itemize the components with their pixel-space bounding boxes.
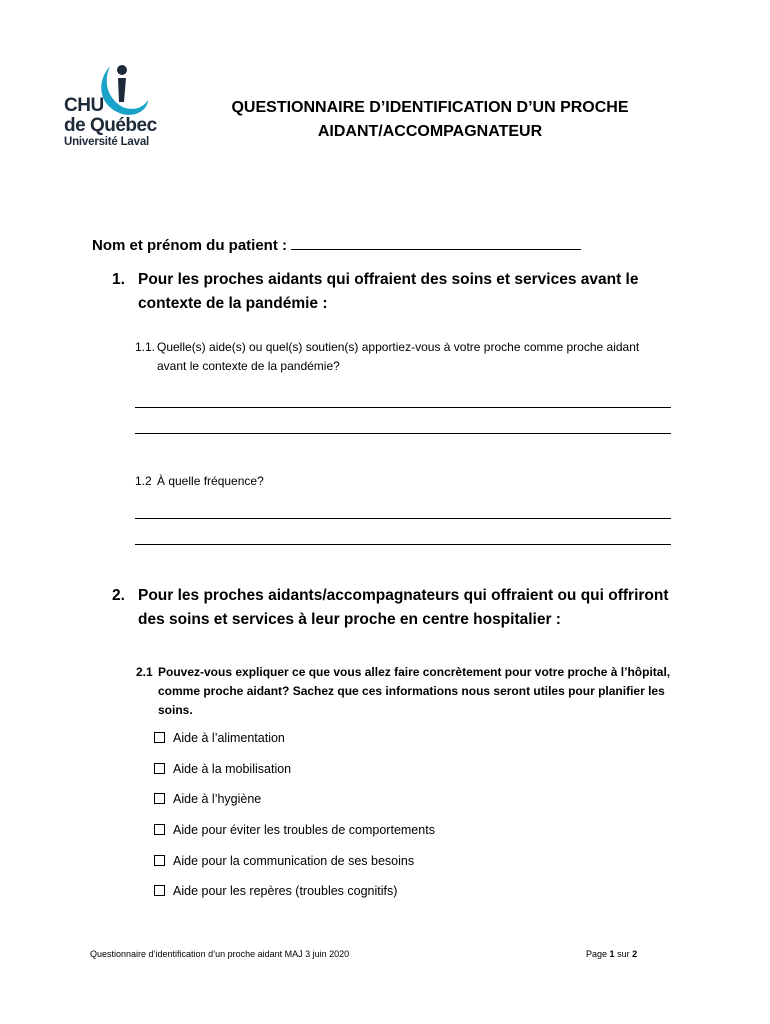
- footer-page-total: 2: [632, 949, 638, 959]
- logo-chu: CHU: [64, 95, 104, 116]
- footer-page-number: [586, 949, 637, 959]
- question-2-1: [136, 663, 698, 720]
- answer-line-1-1-a[interactable]: [135, 407, 671, 408]
- section-2-number: 2.: [112, 587, 125, 604]
- option-label: Aide pour les repères (troubles cognitifs): [173, 884, 398, 898]
- footer-page-sep: sur: [617, 949, 630, 959]
- question-1-2-number: 1.2: [135, 474, 152, 488]
- question-1-1-line2: avant le contexte de la pandémie?: [157, 359, 340, 373]
- option-label: Aide pour éviter les troubles de comportements: [173, 823, 435, 837]
- option-comportements[interactable]: [154, 822, 435, 838]
- option-hygiene[interactable]: [154, 791, 261, 807]
- document-title: [190, 96, 670, 144]
- section-1-title-line2: contexte de la pandémie :: [138, 295, 328, 312]
- section-2-title: [112, 584, 718, 632]
- checkbox[interactable]: [154, 732, 165, 743]
- checkbox[interactable]: [154, 885, 165, 896]
- option-label: Aide à l’hygiène: [173, 792, 262, 806]
- option-reperes[interactable]: [154, 883, 397, 899]
- checkbox[interactable]: [154, 793, 165, 804]
- section-1-number: 1.: [112, 271, 125, 288]
- option-label: Aide pour la communication de ses besoins: [173, 854, 415, 868]
- option-alimentation[interactable]: [154, 730, 285, 746]
- question-1-2: [135, 472, 697, 491]
- question-1-1-number: 1.1.: [135, 340, 156, 354]
- answer-line-1-2-b[interactable]: [135, 544, 671, 545]
- logo-universite-laval: Université Laval: [64, 136, 150, 148]
- checkbox[interactable]: [154, 763, 165, 774]
- patient-name-label: Nom et prénom du patient :: [92, 237, 287, 254]
- section-1-title: [112, 268, 718, 316]
- document-title-line1: QUESTIONNAIRE D’IDENTIFICATION D’UN PROCHE: [231, 99, 629, 116]
- option-label: Aide à l’alimentation: [173, 731, 285, 745]
- section-1-title-line1: Pour les proches aidants qui offraient des soins et services avant le: [138, 271, 639, 288]
- chu-logo: [64, 60, 164, 155]
- question-2-1-line2: comme proche aidant? Sachez que ces informations nous seront utiles pour planifier les: [158, 684, 665, 698]
- section-2-title-line1: Pour les proches aidants/accompagnateurs qui offraient ou qui offriront: [138, 587, 669, 604]
- footer-document-name: Questionnaire d’identification d’un proche aidant MAJ 3 juin 2020: [90, 949, 350, 959]
- section-2-title-line2: des soins et services à leur proche en centre hospitalier :: [138, 611, 561, 628]
- question-2-1-line3: soins.: [158, 703, 193, 717]
- question-1-1: [135, 338, 697, 376]
- checkbox[interactable]: [154, 855, 165, 866]
- checkbox[interactable]: [154, 824, 165, 835]
- question-2-1-number: 2.1: [136, 665, 153, 679]
- answer-line-1-1-b[interactable]: [135, 433, 671, 434]
- patient-name-row: [92, 235, 581, 254]
- footer-page-prefix: Page: [586, 949, 608, 959]
- option-label: Aide à la mobilisation: [173, 762, 292, 776]
- document-title-line2: AIDANT/ACCOMPAGNATEUR: [317, 123, 543, 140]
- patient-name-blank[interactable]: [291, 235, 581, 250]
- question-1-1-line1: Quelle(s) aide(s) ou quel(s) soutien(s) apportiez-vous à votre proche comme proche aidant: [157, 340, 640, 354]
- answer-line-1-2-a[interactable]: [135, 518, 671, 519]
- option-mobilisation[interactable]: [154, 761, 291, 777]
- question-2-1-line1: Pouvez-vous expliquer ce que vous allez faire concrètement pour votre proche à l’hôpital,: [158, 665, 671, 679]
- question-1-2-text: À quelle fréquence?: [157, 474, 264, 488]
- footer-page-current: 1: [609, 949, 615, 959]
- logo-de-quebec: de Québec: [64, 115, 157, 136]
- logo-text: [64, 96, 157, 149]
- option-communication[interactable]: [154, 853, 414, 869]
